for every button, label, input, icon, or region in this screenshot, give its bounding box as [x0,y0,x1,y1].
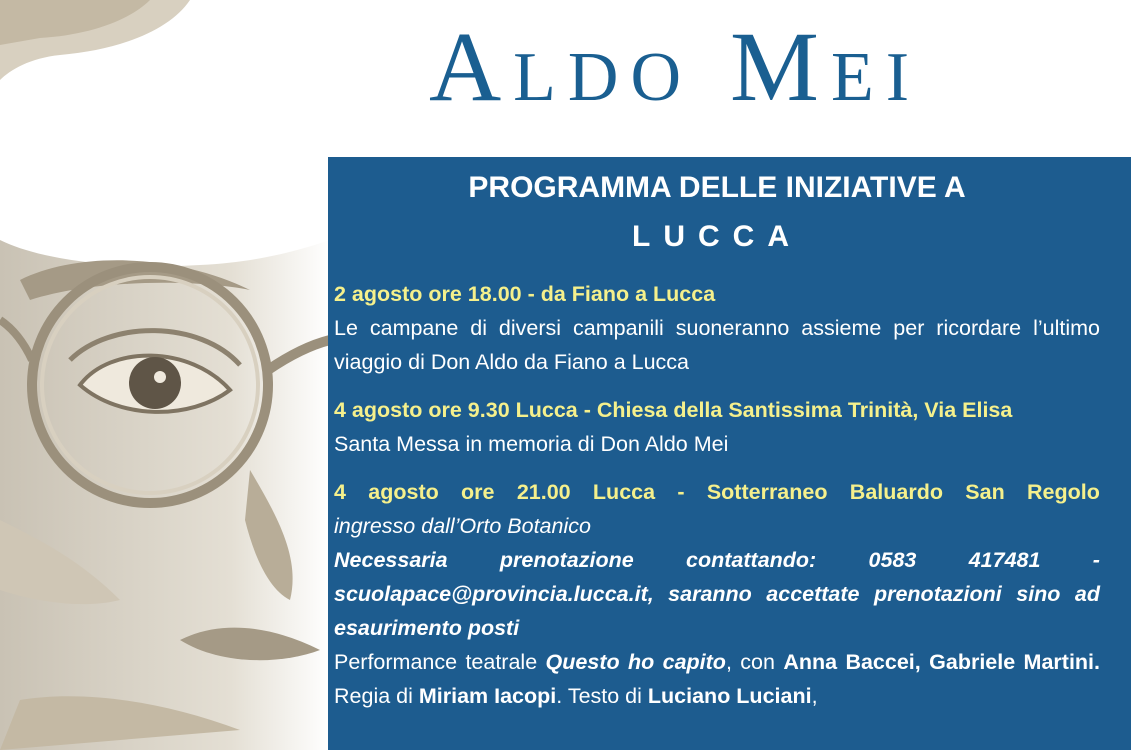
author-name: Luciano Luciani [647,684,812,708]
performance-details: Performance teatrale Questo ho capito, con Anna Baccei, Gabriele Martini. Regia di Miriam Iacopi. Testo di Luciano Luciani, [334,650,1101,708]
event-item [334,277,1100,379]
director-name: Miriam Iacopi [418,684,557,708]
event-item [334,393,1100,461]
event-description: Le campane di diversi campanili suoneranno assieme per ricordare l’ultimo viaggio di Don Aldo da Fiano a Lucca [334,316,1100,374]
performance-title: Questo ho capito [545,650,726,674]
portrait-image [0,0,340,750]
program-panel [328,157,1131,750]
actor-names: Anna Baccei, [783,650,921,674]
event-title: 2 agosto ore 18.00 - da Fiano a Lucca [334,282,716,306]
actor-names: Gabriele Martini. [929,650,1101,674]
event-title: 4 agosto ore 9.30 Lucca - Chiesa della Santissima Trinità, Via Elisa [334,398,1013,422]
event-item [334,475,1100,713]
panel-city: LUCCA [632,220,802,253]
event-description: Santa Messa in memoria di Don Aldo Mei [334,432,729,456]
event-entrance: ingresso dall’Orto Botanico [334,514,591,538]
booking-info: Necessaria prenotazione contattando: 0583 417481 - [334,548,1100,572]
booking-details: scuolapace@provincia.lucca.it, saranno accettate prenotazioni sino ad esaurimento posti [334,582,1100,640]
page-title: Aldo Mei [428,11,922,122]
event-title: 4 agosto ore 21.00 Lucca - Sotterraneo Baluardo San Regolo [334,480,1100,504]
panel-heading: PROGRAMMA DELLE INIZIATIVE A [468,171,966,204]
